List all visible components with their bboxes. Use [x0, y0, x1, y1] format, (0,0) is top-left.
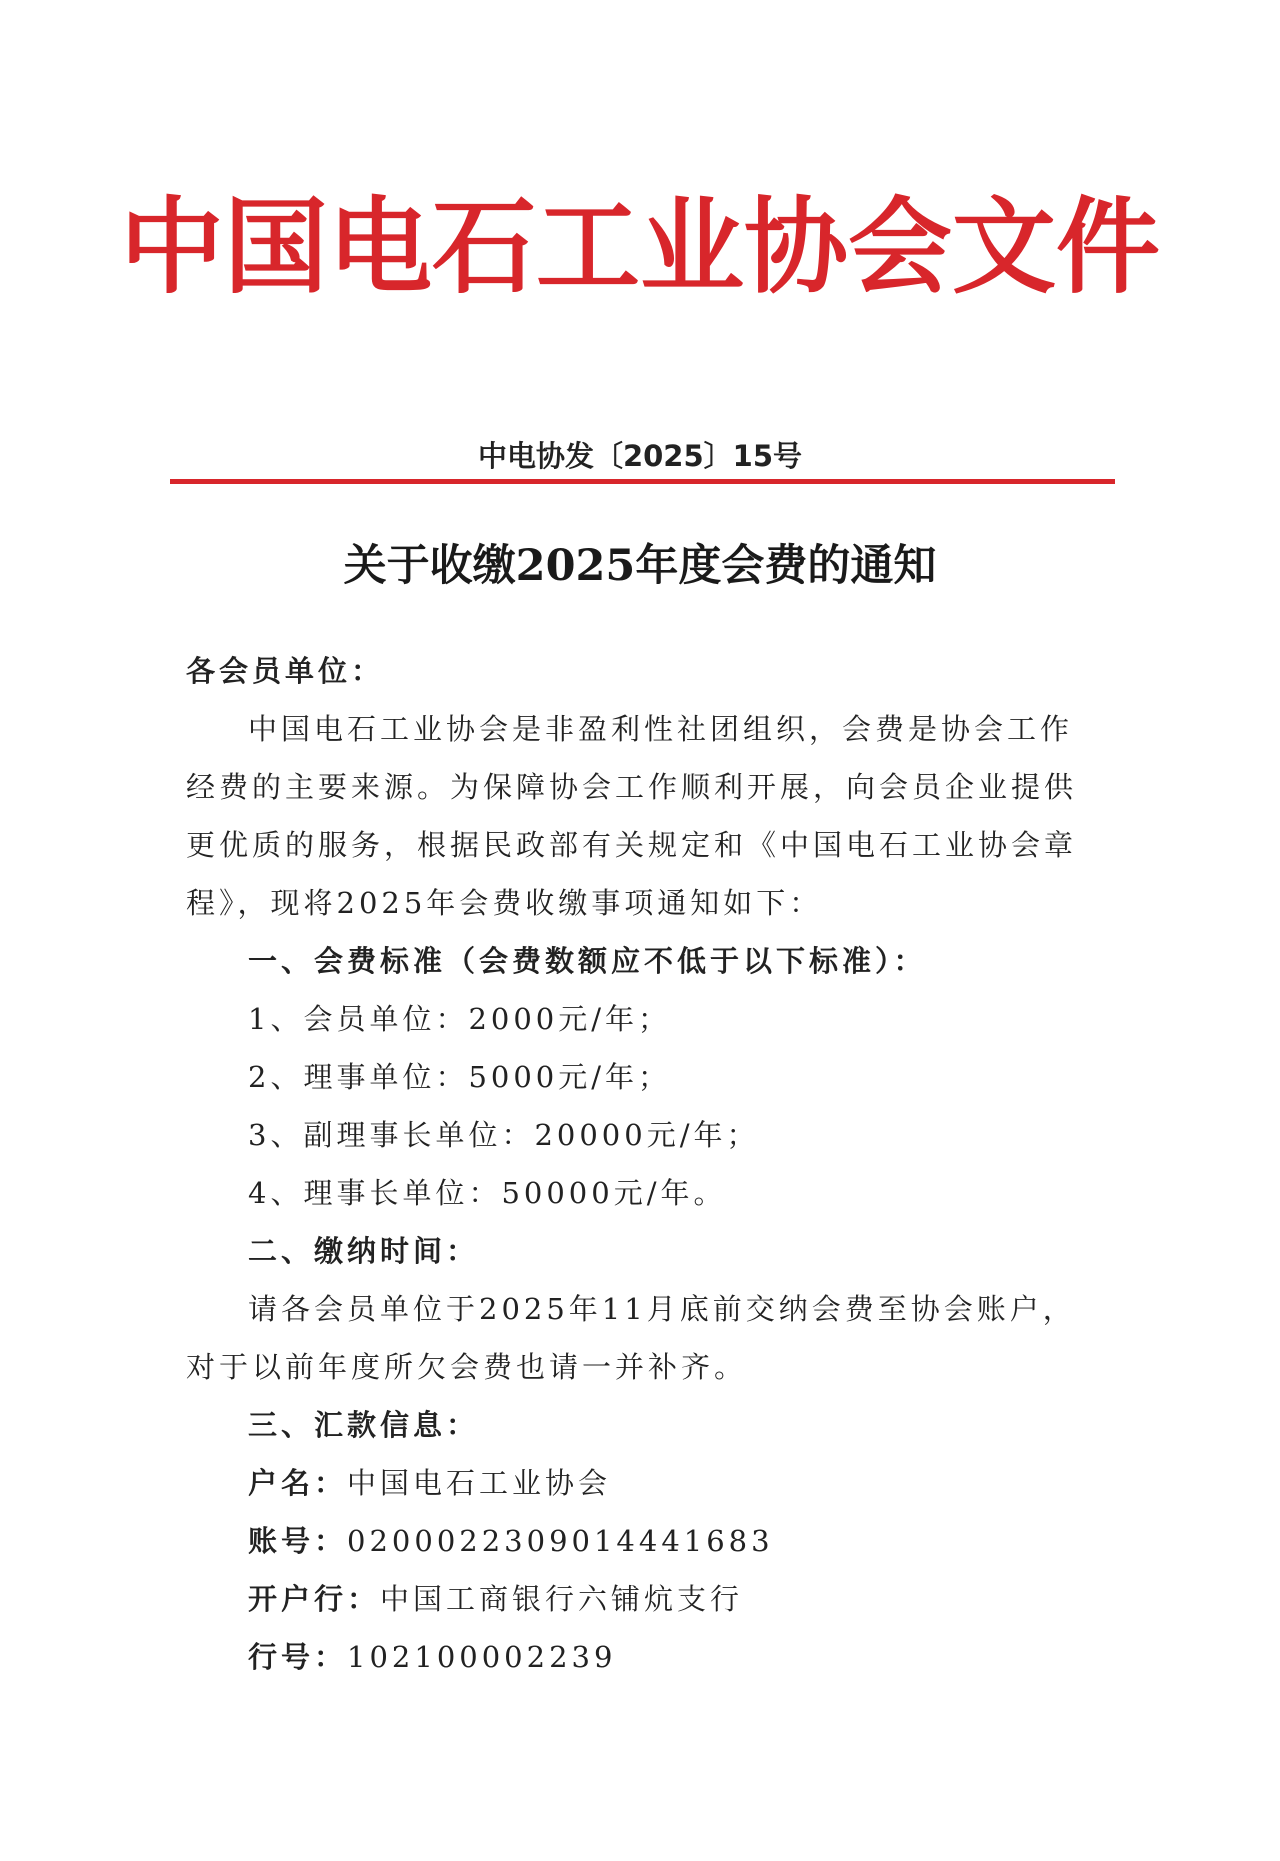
account-number-label: 账号：: [248, 1524, 348, 1558]
notice-body: [186, 642, 1096, 1686]
fee-item-2: 2、理事单位：5000元/年；: [248, 1060, 672, 1094]
bank-code-row: [186, 1628, 1096, 1686]
section-2-heading: 二、缴纳时间：: [248, 1234, 480, 1268]
account-name-label: 户名：: [248, 1466, 348, 1500]
payment-time-line-2: 对于以前年度所欠会费也请一并补齐。: [186, 1350, 748, 1384]
section-3-heading: 三、汇款信息：: [248, 1408, 480, 1442]
payment-time-line-1: 请各会员单位于2025年11月底前交纳会费至协会账户，: [248, 1292, 1076, 1326]
document-number: 中电协发〔2025〕15号: [477, 439, 803, 473]
bank-code-value: 102100002239: [347, 1640, 617, 1674]
bank-row: [186, 1570, 1096, 1628]
intro-line-1: 中国电石工业协会是非盈利性社团组织，会费是协会工作: [248, 712, 1074, 746]
salutation: 各会员单位：: [186, 654, 385, 688]
account-name-value: 中国电石工业协会: [347, 1466, 612, 1500]
org-header-title: 中国电石工业协会文件: [120, 186, 1161, 308]
account-name-row: [186, 1454, 1096, 1512]
notice-title: 关于收缴2025年度会费的通知: [343, 541, 937, 591]
fee-item-4: 4、理事长单位：50000元/年。: [248, 1176, 727, 1210]
red-divider-rule: [170, 479, 1115, 484]
section-1-heading: 一、会费标准（会费数额应不低于以下标准）：: [248, 944, 927, 978]
account-number-row: [186, 1512, 1096, 1570]
intro-line-3: 更优质的服务，根据民政部有关规定和《中国电石工业协会章: [186, 828, 1078, 862]
intro-line-4: 程》，现将2025年会费收缴事项通知如下：: [186, 886, 823, 920]
fee-item-3: 3、副理事长单位：20000元/年；: [248, 1118, 760, 1152]
intro-line-2: 经费的主要来源。为保障协会工作顺利开展，向会员企业提供: [186, 770, 1078, 804]
bank-code-label: 行号：: [248, 1640, 348, 1674]
bank-label: 开户行：: [248, 1582, 381, 1616]
fee-item-1: 1、会员单位：2000元/年；: [248, 1002, 672, 1036]
bank-value: 中国工商银行六铺炕支行: [380, 1582, 744, 1616]
account-number-value: 0200022309014441683: [347, 1524, 774, 1558]
